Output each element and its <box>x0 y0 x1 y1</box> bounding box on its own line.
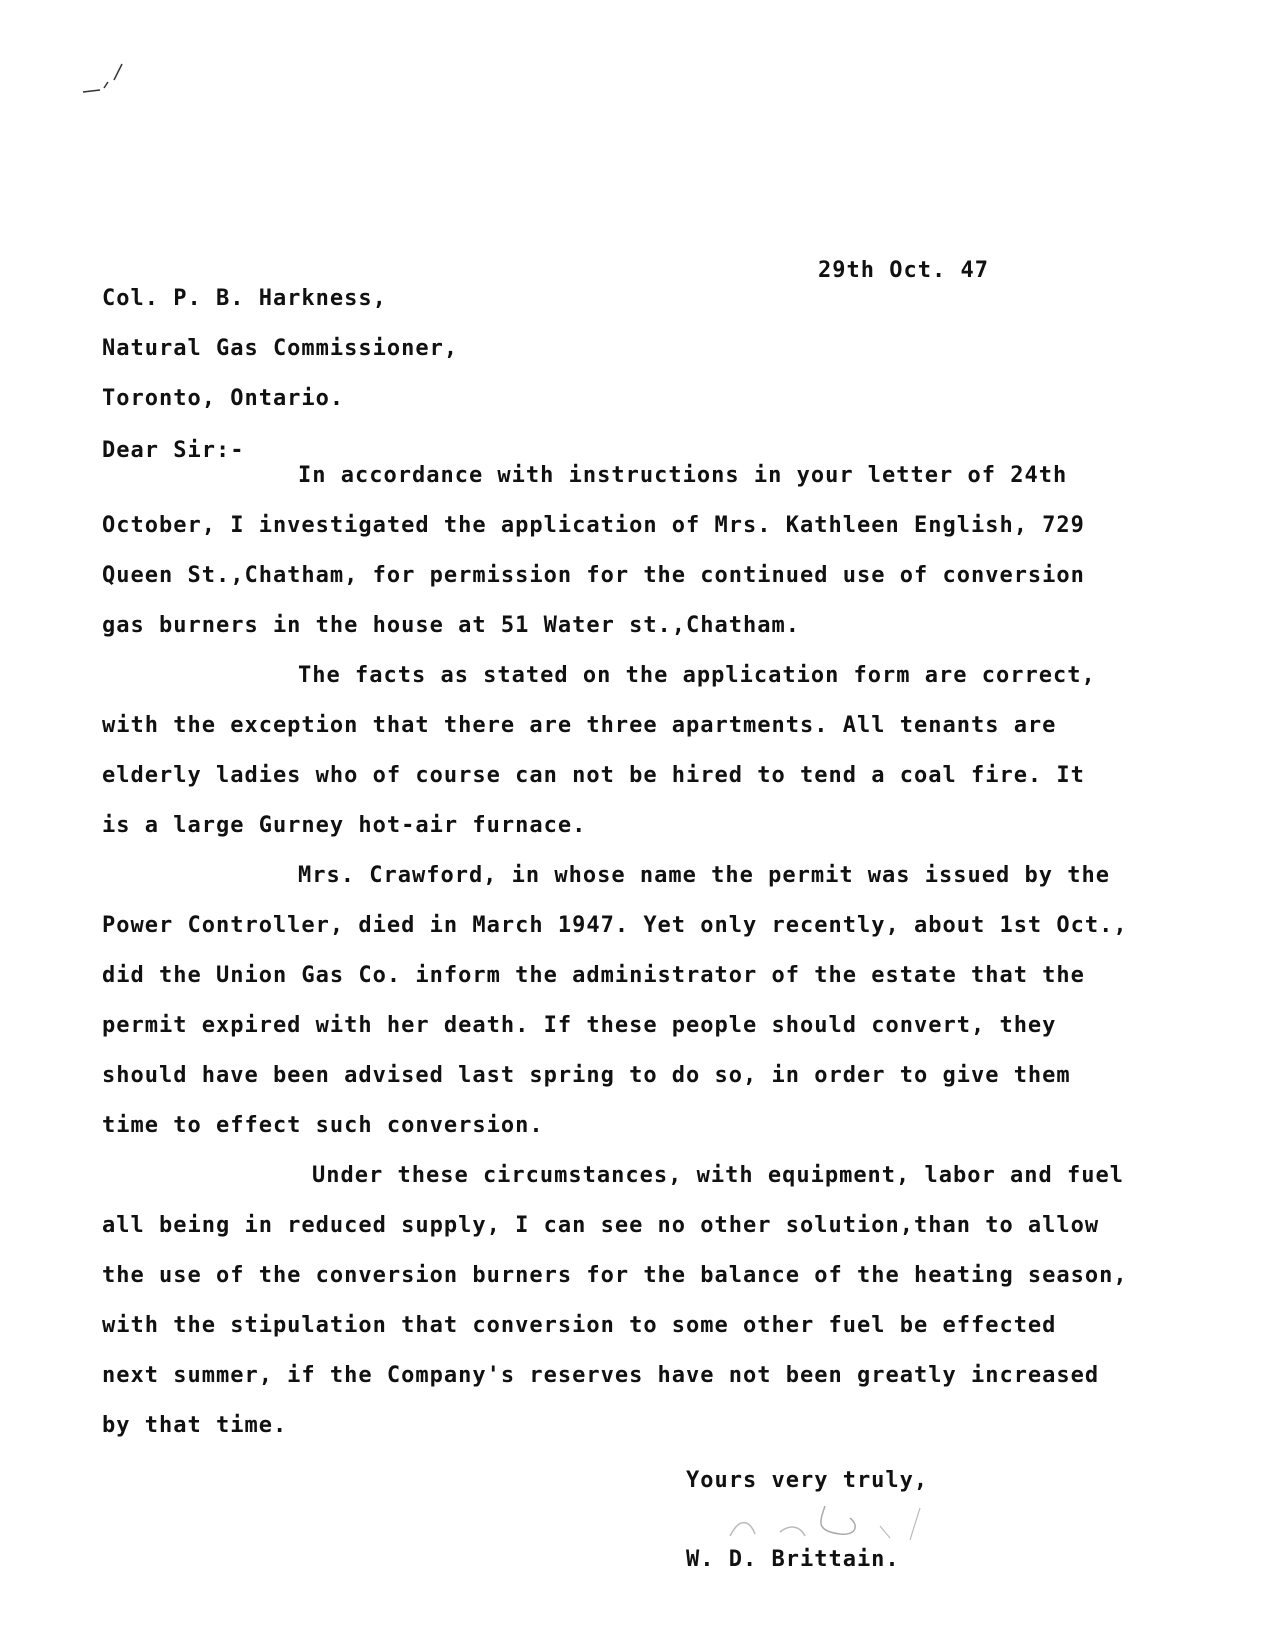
paragraph-line: should have been advised last spring to do so, in order to give them <box>102 1063 1071 1088</box>
signature-name: W. D. Brittain. <box>686 1547 900 1572</box>
pencil-mark <box>78 62 138 102</box>
recipient-location: Toronto, Ontario. <box>102 386 345 411</box>
paragraph-line: gas burners in the house at 51 Water st.,Chatham. <box>102 613 801 638</box>
paragraph-line: next summer, if the Company's reserves have not been greatly increased <box>102 1363 1100 1388</box>
paragraph-line: The facts as stated on the application form are correct, <box>298 663 1096 688</box>
paragraph-line: Under these circumstances, with equipment, labor and fuel <box>312 1163 1124 1188</box>
paragraph-line: is a large Gurney hot-air furnace. <box>102 813 587 838</box>
paragraph-line: permit expired with her death. If these people should convert, they <box>102 1013 1057 1038</box>
recipient-title: Natural Gas Commissioner, <box>102 336 459 361</box>
paragraph-line: by that time. <box>102 1413 288 1438</box>
paragraph-line: Power Controller, died in March 1947. Yet only recently, about 1st Oct., <box>102 913 1128 938</box>
paragraph-line: Queen St.,Chatham, for permission for the continued use of conversion <box>102 563 1085 588</box>
closing: Yours very truly, <box>686 1468 929 1493</box>
paragraph-line: October, I investigated the application of Mrs. Kathleen English, 729 <box>102 513 1085 538</box>
handwritten-signature <box>720 1496 960 1546</box>
salutation: Dear Sir:- <box>102 438 245 463</box>
paragraph-line: with the stipulation that conversion to some other fuel be effected <box>102 1313 1057 1338</box>
letter-date: 29th Oct. 47 <box>818 258 989 283</box>
paragraph-line: the use of the conversion burners for the balance of the heating season, <box>102 1263 1128 1288</box>
paragraph-line: time to effect such conversion. <box>102 1113 544 1138</box>
paragraph-line: In accordance with instructions in your letter of 24th <box>298 463 1068 488</box>
paragraph-line: all being in reduced supply, I can see no other solution,than to allow <box>102 1213 1100 1238</box>
paragraph-line: Mrs. Crawford, in whose name the permit was issued by the <box>298 863 1110 888</box>
paragraph-line: elderly ladies who of course can not be hired to tend a coal fire. It <box>102 763 1085 788</box>
paragraph-line: did the Union Gas Co. inform the administrator of the estate that the <box>102 963 1085 988</box>
paragraph-line: with the exception that there are three apartments. All tenants are <box>102 713 1057 738</box>
recipient-name: Col. P. B. Harkness, <box>102 286 387 311</box>
